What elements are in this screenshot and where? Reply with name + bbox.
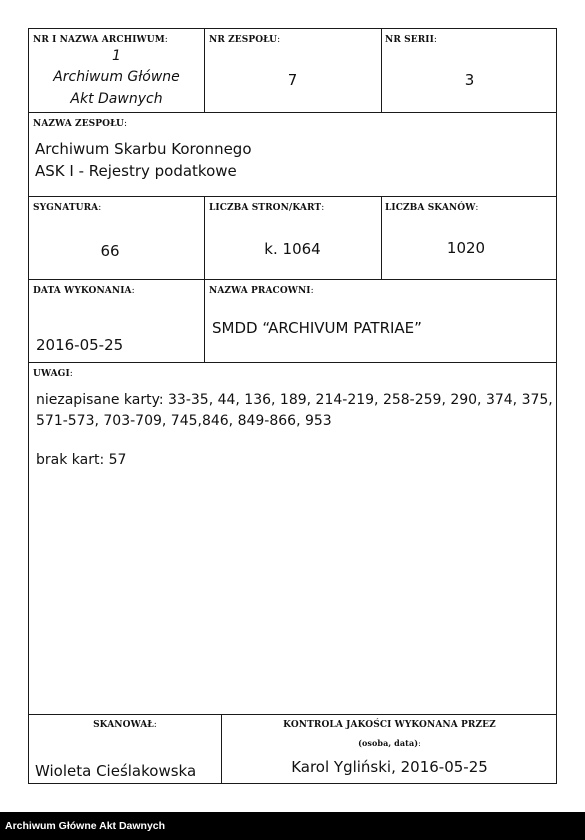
metadata-form xyxy=(28,28,557,784)
archive-name-line2: Akt Dawnych xyxy=(70,91,163,107)
remarks-line3: brak kart: 57 xyxy=(36,452,127,468)
workshop-label-text: NAZWA PRACOWNI xyxy=(209,286,311,296)
workshop-label: NAZWA PRACOWNI: xyxy=(209,286,314,296)
archive-name-line1: Archiwum Główne xyxy=(53,69,180,85)
remarks-line2: 571-573, 703-709, 745,846, 849-866, 953 xyxy=(36,413,332,429)
fond-name-line2: ASK I - Rejestry podatkowe xyxy=(35,162,237,180)
scan-count-value: 1020 xyxy=(446,239,486,257)
quality-control-label-text: KONTROLA JAKOŚCI WYKONANA PRZEZ xyxy=(283,720,496,730)
signature-value: 66 xyxy=(100,242,120,260)
column-divider xyxy=(204,279,205,362)
date-done-value: 2016-05-25 xyxy=(36,336,124,354)
scanned-by-label-text: SKANOWAŁ xyxy=(93,720,154,730)
row-divider xyxy=(29,279,556,280)
fond-name-label: NAZWA ZESPOŁU: xyxy=(33,119,128,129)
scan-count-label-text: LICZBA SKANÓW xyxy=(385,203,476,213)
archive-label-text: NR I NAZWA ARCHIWUM xyxy=(33,35,165,45)
row-divider xyxy=(29,362,556,363)
series-number-label-text: NR SERII xyxy=(385,35,434,45)
remarks-label-text: UWAGI xyxy=(33,369,70,379)
fond-number-label-text: NR ZESPOŁU xyxy=(209,35,278,45)
signature-label: SYGNATURA: xyxy=(33,203,102,213)
quality-control-sublabel: (osoba, data): xyxy=(358,738,421,748)
series-number-label: NR SERII: xyxy=(385,35,438,45)
quality-control-value: Karol Ygliński, 2016-05-25 xyxy=(291,758,488,776)
scan-count-label: LICZBA SKANÓW: xyxy=(385,203,479,213)
fond-name-label-text: NAZWA ZESPOŁU xyxy=(33,119,125,129)
row-divider xyxy=(29,196,556,197)
row-divider xyxy=(29,112,556,113)
fond-name-line1: Archiwum Skarbu Koronnego xyxy=(35,140,252,158)
archive-number: 1 xyxy=(112,48,121,64)
series-number-value: 3 xyxy=(464,71,475,89)
footer-bar xyxy=(0,812,585,840)
archive-label: NR I NAZWA ARCHIWUM: xyxy=(33,35,168,45)
date-done-label-text: DATA WYKONANIA xyxy=(33,286,132,296)
quality-control-label xyxy=(221,720,558,730)
date-done-label: DATA WYKONANIA: xyxy=(33,286,135,296)
fond-number-value: 7 xyxy=(287,71,298,89)
row-divider xyxy=(29,714,556,715)
remarks-line1: niezapisane karty: 33-35, 44, 136, 189, 214-219, 258-259, 290, 374, 375, xyxy=(36,392,553,408)
scanned-by-label: SKANOWAŁ: xyxy=(93,720,157,730)
page-count-label: LICZBA STRON/KART: xyxy=(209,203,325,213)
page-count-label-text: LICZBA STRON/KART xyxy=(209,203,322,213)
remarks-label: UWAGI: xyxy=(33,369,73,379)
page-count-value: k. 1064 xyxy=(264,240,321,258)
fond-number-label: NR ZESPOŁU: xyxy=(209,35,281,45)
footer-text: Archiwum Główne Akt Dawnych xyxy=(5,820,166,832)
column-divider xyxy=(204,196,205,279)
workshop-value: SMDD “ARCHIVUM PATRIAE” xyxy=(212,319,422,337)
scanned-by-value: Wioleta Cieślakowska xyxy=(35,762,197,780)
quality-control-sublabel-text: (osoba, data) xyxy=(358,738,419,748)
signature-label-text: SYGNATURA xyxy=(33,203,99,213)
column-divider xyxy=(381,196,382,279)
